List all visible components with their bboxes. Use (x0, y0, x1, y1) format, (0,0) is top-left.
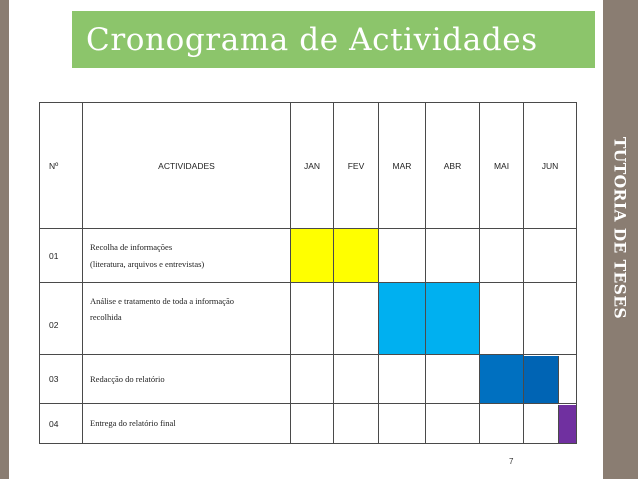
row-number: 03 (40, 355, 83, 404)
gantt-cell (291, 355, 334, 404)
activity-line: Entrega do relatório final (90, 418, 176, 429)
header-month-jan: JAN (291, 103, 334, 229)
gantt-split (524, 405, 576, 443)
table-row (40, 283, 577, 355)
row-number: 02 (40, 283, 83, 355)
schedule-table (39, 102, 577, 444)
gantt-split (524, 356, 576, 403)
row-number: 04 (40, 404, 83, 444)
gantt-cell (379, 404, 426, 444)
row-number: 01 (40, 229, 83, 283)
gantt-cell (480, 229, 524, 283)
activity-cell (83, 229, 291, 283)
gantt-cell (426, 229, 480, 283)
header-no: Nº (40, 103, 83, 229)
header-month-jun: JUN (524, 103, 577, 229)
title-bar (72, 11, 595, 68)
activity-line: Redacção do relatório (90, 373, 165, 384)
activity-line: Recolha de informações (90, 242, 173, 253)
activity-cell (83, 404, 291, 444)
side-label: TUTORIA DE TESES (610, 136, 630, 320)
gantt-cell (334, 283, 379, 355)
gantt-fill (558, 405, 576, 443)
header-month-mai: MAI (480, 103, 524, 229)
gantt-cell-filled (334, 229, 379, 283)
header-month-mar: MAR (379, 103, 426, 229)
gantt-fill (524, 356, 558, 403)
table-row (40, 229, 577, 283)
activity-cell (83, 355, 291, 404)
header-month-fev: FEV (334, 103, 379, 229)
activity-line: Análise e tratamento de toda a informação (90, 296, 234, 306)
activity-line: recolhida (90, 312, 122, 323)
gantt-cell-filled (291, 229, 334, 283)
gantt-cell (480, 283, 524, 355)
table-row (40, 404, 577, 444)
gantt-cell (480, 404, 524, 444)
gantt-cell (524, 283, 577, 355)
header-month-abr: ABR (426, 103, 480, 229)
gantt-cell (426, 355, 480, 404)
table-row (40, 355, 577, 404)
gantt-cell (426, 404, 480, 444)
gantt-cell (291, 283, 334, 355)
gantt-cell-split (524, 355, 577, 404)
gantt-cell (524, 229, 577, 283)
table-header-row (40, 103, 577, 229)
gantt-cell (379, 229, 426, 283)
gantt-cell-split (524, 404, 577, 444)
gantt-empty (558, 356, 576, 403)
page-number: 7 (509, 457, 514, 466)
activity-cell (83, 283, 291, 355)
gantt-cell-filled (379, 283, 426, 355)
gantt-cell (334, 404, 379, 444)
left-border-strip (0, 0, 9, 479)
gantt-cell (334, 355, 379, 404)
gantt-cell (379, 355, 426, 404)
gantt-cell-filled (426, 283, 480, 355)
gantt-cell (291, 404, 334, 444)
activity-line: (literatura, arquivos e entrevistas) (90, 258, 205, 269)
gantt-cell-filled (480, 355, 524, 404)
slide-title: Cronograma de Actividades (86, 21, 538, 58)
gantt-empty (524, 405, 558, 443)
header-activities: ACTIVIDADES (83, 103, 291, 229)
